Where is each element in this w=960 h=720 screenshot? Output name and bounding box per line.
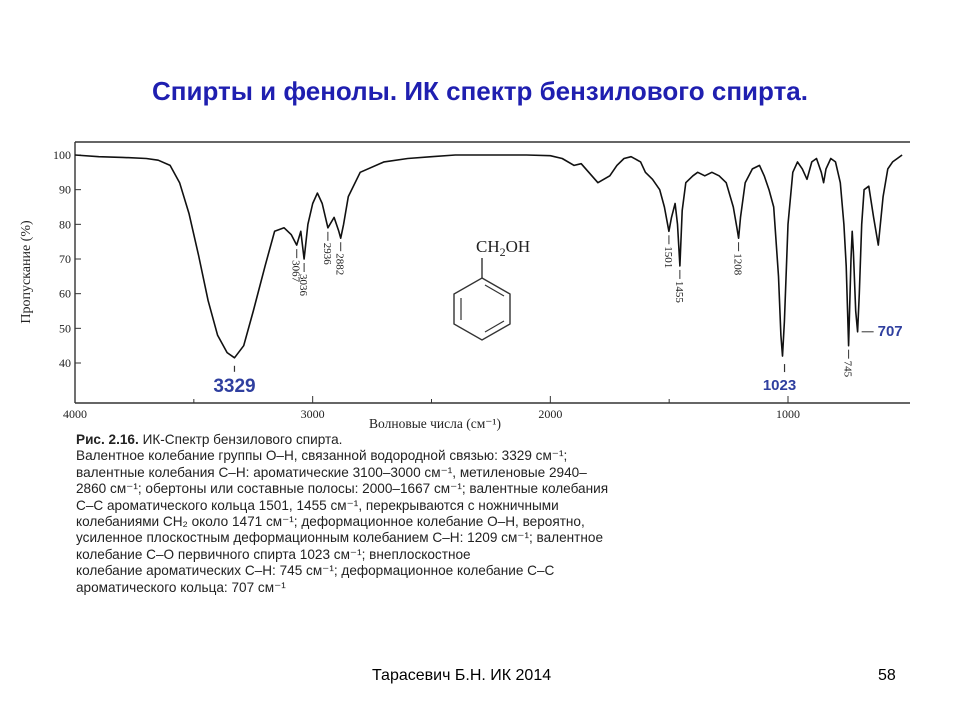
molecule-formula (476, 237, 530, 259)
formula-subscript: 2 (499, 245, 506, 259)
y-ticks (53, 148, 81, 370)
caption-title: ИК-Спектр бензилового спирта. (142, 432, 343, 447)
peak-labels (290, 232, 854, 378)
highlight-label: 3329 (213, 375, 256, 397)
footer-author: Тарасевич Б.Н. ИК 2014 (372, 667, 552, 684)
peak-label: 3067 (289, 260, 302, 283)
peak-label: 1208 (731, 253, 744, 276)
x-tick-label: 1000 (776, 407, 800, 421)
highlight-labels (213, 323, 902, 397)
benzene-ring (454, 278, 510, 340)
caption-line: валентные колебания C–H: ароматические 3100–3000 см⁻¹, метиленовые 2940– (76, 464, 587, 480)
ring-double-bond (485, 285, 504, 296)
formula-ch: CH (476, 237, 500, 256)
caption-line: колебаниями CH₂ около 1471 см⁻¹; деформационное колебание O–H, вероятно, (76, 514, 585, 530)
highlight-label: 1023 (762, 377, 797, 395)
formula-oh: OH (505, 237, 531, 256)
peak-label: 2882 (333, 253, 346, 276)
y-tick-label: 100 (53, 148, 71, 162)
caption-line (76, 432, 776, 448)
slide-title: Спирты и фенолы. ИК спектр бензилового спирта. (151, 76, 808, 106)
figure-caption (76, 432, 776, 596)
y-tick-label: 40 (59, 356, 71, 370)
y-tick-label: 80 (59, 217, 71, 232)
benzyl-alcohol-structure (454, 237, 530, 340)
caption-line: колебание ароматических C–H: 745 см⁻¹; деформационное колебание C–C (76, 563, 555, 579)
x-tick-label: 4000 (63, 407, 87, 421)
caption-line: 2860 см⁻¹; обертоны или составные полосы: 2000–1667 см⁻¹; валентные колебания (76, 481, 609, 497)
x-tick-label: 2000 (538, 407, 563, 421)
page-number: 58 (878, 667, 896, 684)
x-axis-label: Волновые числа (см⁻¹) (369, 416, 501, 431)
y-tick-label: 90 (59, 182, 71, 197)
y-tick-label: 50 (59, 321, 71, 336)
y-axis-label: Пропускание (%) (19, 220, 34, 324)
peak-label: 745 (841, 360, 854, 378)
caption-line: C–C ароматического кольца 1501, 1455 см⁻¹, перекрываются с ножничными (76, 497, 559, 513)
caption-label: Рис. 2.16. (76, 432, 139, 447)
x-tick-label: 3000 (300, 407, 325, 421)
peak-label: 1501 (661, 246, 674, 269)
highlight-label: 707 (877, 322, 903, 340)
peak-label: 1455 (672, 280, 685, 303)
peak-label: 2936 (320, 242, 333, 265)
peak-label: 3036 (297, 274, 310, 296)
caption-line: колебание C–O первичного спирта 1023 см⁻¹; внеплоскостное (76, 546, 471, 562)
caption-line: ароматического кольца: 707 см⁻¹ (76, 579, 286, 595)
y-tick-label: 70 (59, 252, 71, 266)
spectrum-line (75, 155, 902, 358)
caption-line: Валентное колебание группы O–H, связанной водородной связью: 3329 см⁻¹; (76, 448, 568, 464)
ring-double-bond (485, 321, 504, 332)
y-tick-label: 60 (59, 286, 71, 301)
caption-line: усиленное плоскостным деформационным колебанием C–H: 1209 см⁻¹; валентное (76, 530, 604, 546)
